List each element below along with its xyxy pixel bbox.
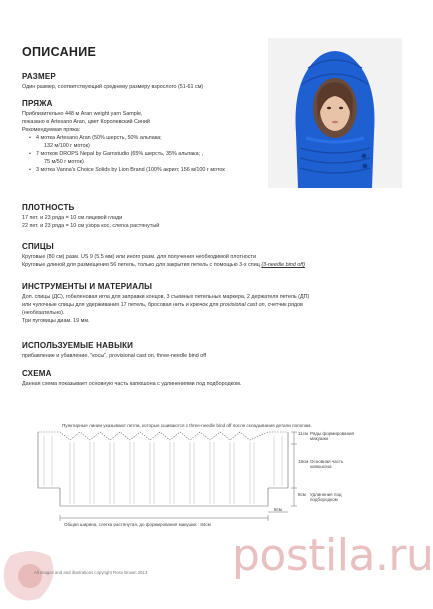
postila-badge-logo [0, 548, 60, 604]
label-bot: Удлинение под [310, 492, 342, 497]
copyright-text: All images and and illustrations copyright Rose Brown 2013 [34, 570, 148, 575]
section-size [22, 72, 412, 91]
section-gauge [22, 203, 412, 230]
hood-schematic [30, 418, 354, 530]
scheme-heading: СХЕМА [22, 369, 52, 378]
skills-text: прибавление и убавление, "косы", provisional cast on, three-needle bind off [22, 353, 207, 359]
yarn-line-3: Рекомендуемая пряжа: [22, 127, 81, 133]
yarn-line-1: Приблизительно 448 м Aran weight yarn Sample, [22, 111, 143, 117]
scheme-text: Данная схема показывает основную часть капюшона с удлинениями под подбородком. [22, 381, 242, 387]
tools-heading: ИНСТРУМЕНТЫ И МАТЕРИАЛЫ [22, 282, 153, 291]
needles-heading: СПИЦЫ [22, 242, 54, 251]
label-top-size: 11см [298, 431, 309, 436]
section-needles [22, 242, 412, 269]
section-yarn [22, 99, 412, 174]
yarn-line-2: показано в Artesano Aran, цвет Королевский Синий [22, 119, 150, 125]
section-scheme [22, 369, 412, 388]
yarn-item-cont: 132 м/100 г моток) [44, 143, 90, 149]
diagram-caption: Пунктирные линии указывают петли, которые сшиваются с three-needle bind off после складывания детали пополам. [62, 423, 312, 428]
yarn-item: • 3 мотка Vanna's Choice Solids by Lion Brand (100% акрил; 156 м/100 г моток [29, 167, 225, 173]
label-bot-size: 8см [298, 492, 306, 497]
tools-line-4: Три пуговицы диам. 19 мм. [22, 318, 90, 324]
watermark-text: postila.ru [232, 530, 433, 581]
label-ext-width: 8см [274, 507, 282, 512]
bullet-icon: • [29, 167, 31, 173]
yarn-item-cont: 75 м/50 г моток) [44, 159, 84, 165]
size-heading: РАЗМЕР [22, 72, 56, 81]
watermark [206, 530, 433, 598]
tools-line-1: Доп. спицы (ДС), гобеленовая игла для заправки концов, 3 съемных петельных маркера, 2 держателя петель (ДП) [22, 294, 310, 300]
yarn-item: • 4 мотка Artesano Aran (50% шерсть, 50% альпака; [29, 135, 162, 141]
label-top: Ряды формирования [310, 431, 354, 436]
bullet-icon: • [29, 151, 31, 157]
needles-line-1: Круговые (80 см) разм. US 9 (5.5 мм) или иного разм. для получения необходимой плотности [22, 254, 256, 260]
label-bot-2: подбородком [310, 497, 338, 502]
yarn-item: • 7 мотков DROPS Nepal by Garnstudio (65% шерсть, 35% альпака; , [29, 151, 204, 157]
page-title: ОПИСАНИЕ [22, 45, 97, 59]
label-mid: Основная часть [310, 459, 344, 464]
gauge-line-1: 17 пет. и 23 ряда = 10 см лицевой глади [22, 215, 123, 221]
skills-heading: ИСПОЛЬЗУЕМЫЕ НАВЫКИ [22, 341, 134, 350]
size-text: Один размер, соответствующий среднему размеру взрослого (51-61 см) [22, 84, 204, 90]
label-mid-2: капюшона [310, 464, 332, 469]
bullet-icon: • [29, 135, 31, 141]
tools-line-2: или чулочные спицы для удерживания 17 петель, бросовая нить и крючок для provisional cast on, счетчик рядов [22, 302, 303, 308]
section-tools [22, 282, 412, 325]
label-top-2: макушки [310, 436, 328, 441]
yarn-heading: ПРЯЖА [22, 99, 53, 108]
needles-line-2: Круговые длиной для размещения 56 петель, только для закрытия петель с помощью 3-х спиц (3-needle bind off) [22, 262, 306, 268]
bottom-width-label: Общая ширина, слегка растянутая, до формирования макушки : 84см [64, 522, 211, 527]
tools-line-3: (необязательно). [22, 310, 65, 316]
gauge-heading: ПЛОТНОСТЬ [22, 203, 75, 212]
label-mid-size: 18см [298, 459, 309, 464]
gauge-line-2: 22 пет. и 23 ряда = 10 см узора кос, слегка растянутый [22, 223, 160, 229]
section-skills [22, 341, 412, 360]
